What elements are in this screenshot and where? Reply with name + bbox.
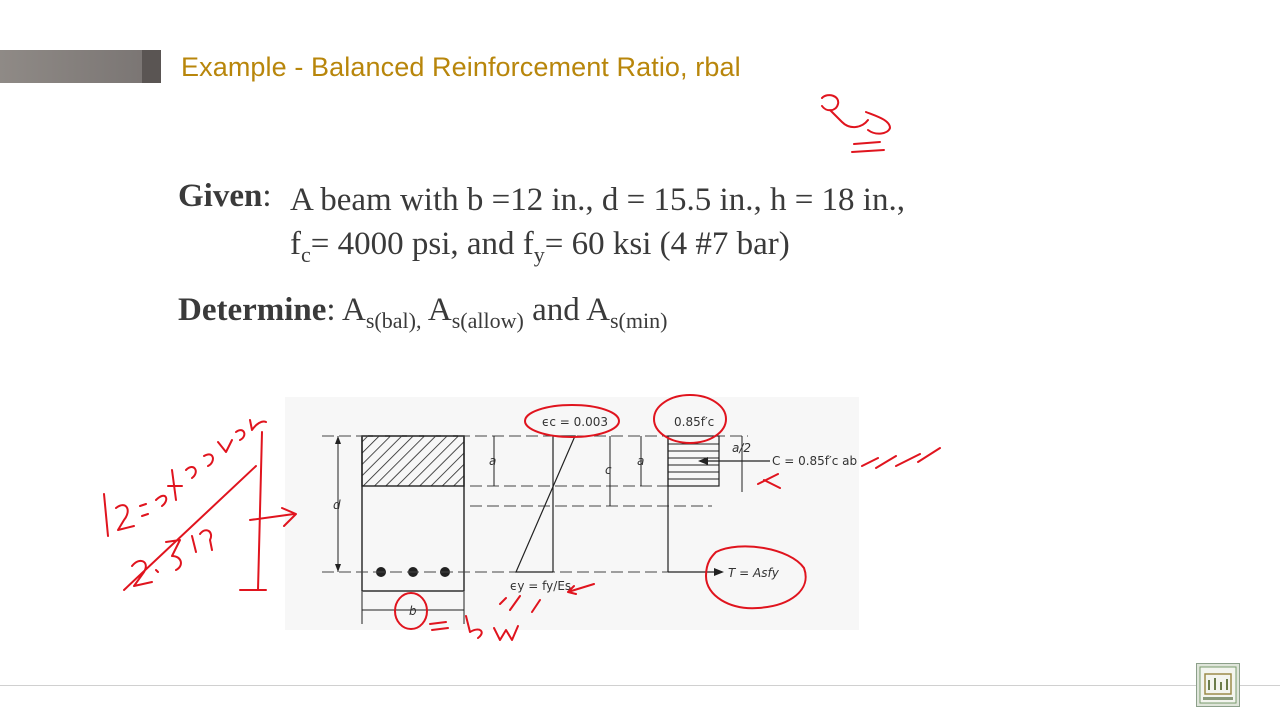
determine-a1: A xyxy=(342,292,366,328)
strain-profile xyxy=(516,436,575,572)
determine-colon: : xyxy=(326,292,343,328)
ey-label: ϵy = fy/Es xyxy=(510,579,572,593)
determine-sub-min: s(min) xyxy=(610,308,668,333)
h-height-arrow xyxy=(240,432,296,590)
ec-label: ϵc = 0.003 xyxy=(542,415,609,429)
d-arrow-bottom xyxy=(335,564,341,572)
given-end: = 60 ksi (4 #7 bar) xyxy=(544,226,790,262)
determine-label: Determine xyxy=(178,292,327,328)
given-f: f xyxy=(290,226,301,262)
compression-zone-hatch xyxy=(362,436,464,486)
rho-b-note xyxy=(822,95,890,152)
footer-divider xyxy=(0,685,1280,686)
tension-arrowhead xyxy=(714,568,724,576)
h-equals-d-plus-cover xyxy=(104,420,266,536)
university-logo xyxy=(1196,663,1240,707)
cover-value-note xyxy=(124,466,256,590)
given-y-sub: y xyxy=(533,242,545,267)
slide-title: Example - Balanced Reinforcement Ratio, rbal xyxy=(181,52,741,82)
determine-mid: and A xyxy=(523,292,610,328)
given-label-text: Given xyxy=(178,178,263,214)
a-label-stress: a xyxy=(637,454,645,468)
given-c-sub: c xyxy=(301,242,311,267)
a-label-section: a xyxy=(489,454,497,468)
b-label: b xyxy=(409,604,417,618)
compression-check xyxy=(758,474,780,488)
given-line-1: A beam with b =12 in., d = 15.5 in., h = 18 in., xyxy=(290,182,905,218)
d-arrow-top xyxy=(335,436,341,444)
d-label: d xyxy=(333,498,341,512)
a-half-label: a/2 xyxy=(732,441,752,455)
bw-note xyxy=(430,616,518,640)
compression-label: C = 0.85f′c ab xyxy=(772,454,858,468)
given-colon: : xyxy=(262,178,272,214)
determine-sub-allow: s(allow) xyxy=(451,308,524,333)
given-mid: = 4000 psi, and f xyxy=(310,226,534,262)
fc-block-label: 0.85f′c xyxy=(674,415,715,429)
determine-sub-bal: s(bal), xyxy=(365,308,422,333)
tick-marks-right xyxy=(862,448,940,468)
university-logo-icon xyxy=(1197,664,1239,706)
c-label: c xyxy=(605,463,612,477)
tension-label: T = Asfy xyxy=(728,566,779,580)
determine-a2: A xyxy=(421,292,452,328)
